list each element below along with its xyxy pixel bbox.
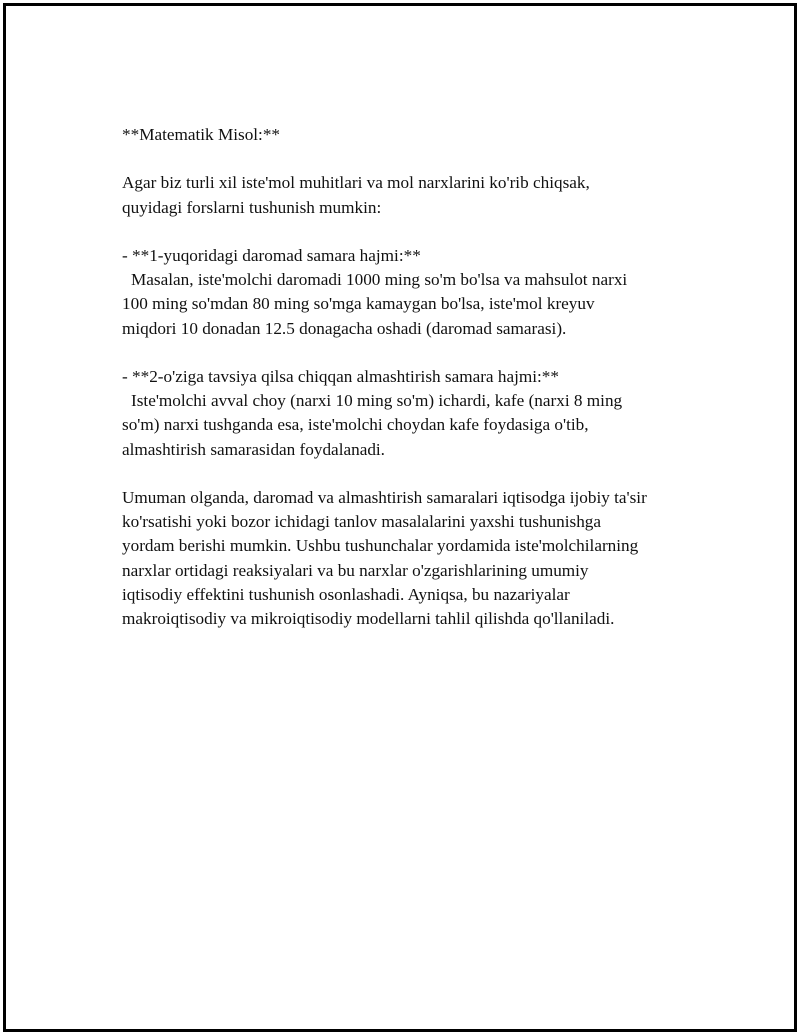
page-frame bbox=[3, 3, 797, 1032]
conclusion-line: iqtisodiy effektini tushunish osonlashadi. Ayniqsa, bu nazariyalar bbox=[122, 584, 570, 604]
list-item-line: so'm) narxi tushganda esa, iste'molchi choydan kafe foydasiga o'tib, bbox=[122, 415, 589, 435]
paragraph-gap bbox=[122, 462, 712, 486]
conclusion-line: narxlar ortidagi reaksiyalari va bu narxlar o'zgarishlarining umumiy bbox=[122, 560, 589, 580]
conclusion-line: makroiqtisodiy va mikroiqtisodiy modellarni tahlil qilishda qo'llaniladi. bbox=[122, 609, 615, 628]
document-body bbox=[122, 123, 712, 631]
conclusion-line: yordam berishi mumkin. Ushbu tushunchalar yordamida iste'molchilarning bbox=[122, 536, 639, 556]
conclusion-paragraph bbox=[122, 486, 712, 631]
conclusion-line: ko'rsatishi yoki bozor ichidagi tanlov masalalarini yaxshi tushunishga bbox=[122, 512, 602, 532]
title-line: **Matematik Misol:** bbox=[122, 125, 281, 144]
list-item-substitution-effect bbox=[122, 365, 712, 462]
intro-paragraph bbox=[122, 171, 712, 219]
paragraph-gap bbox=[122, 341, 712, 365]
list-item-income-effect bbox=[122, 244, 712, 341]
list-item-line: miqdori 10 donadan 12.5 donagacha oshadi (daromad samarasi). bbox=[122, 318, 567, 338]
list-item-heading: - **2-o'ziga tavsiya qilsa chiqqan almashtirish samara hajmi:** bbox=[122, 366, 559, 386]
intro-line: Agar biz turli xil iste'mol muhitlari va mol narxlarini ko'rib chiqsak, bbox=[122, 173, 590, 193]
document-title bbox=[122, 123, 712, 147]
intro-line: quyidagi forslarni tushunish mumkin: bbox=[122, 197, 382, 217]
list-item-heading: - **1-yuqoridagi daromad samara hajmi:** bbox=[122, 245, 421, 265]
list-item-line: 100 ming so'mdan 80 ming so'mga kamaygan bo'lsa, iste'mol kreyuv bbox=[122, 294, 595, 314]
paragraph-gap bbox=[122, 220, 712, 244]
list-item-line: almashtirish samarasidan foydalanadi. bbox=[122, 439, 385, 459]
list-item-line: Masalan, iste'molchi daromadi 1000 ming so'm bo'lsa va mahsulot narxi bbox=[131, 270, 628, 290]
list-item-line: Iste'molchi avval choy (narxi 10 ming so'm) ichardi, kafe (narxi 8 ming bbox=[131, 391, 623, 411]
paragraph-gap bbox=[122, 147, 712, 171]
conclusion-line: Umuman olganda, daromad va almashtirish samaralari iqtisodga ijobiy ta'sir bbox=[122, 487, 647, 507]
